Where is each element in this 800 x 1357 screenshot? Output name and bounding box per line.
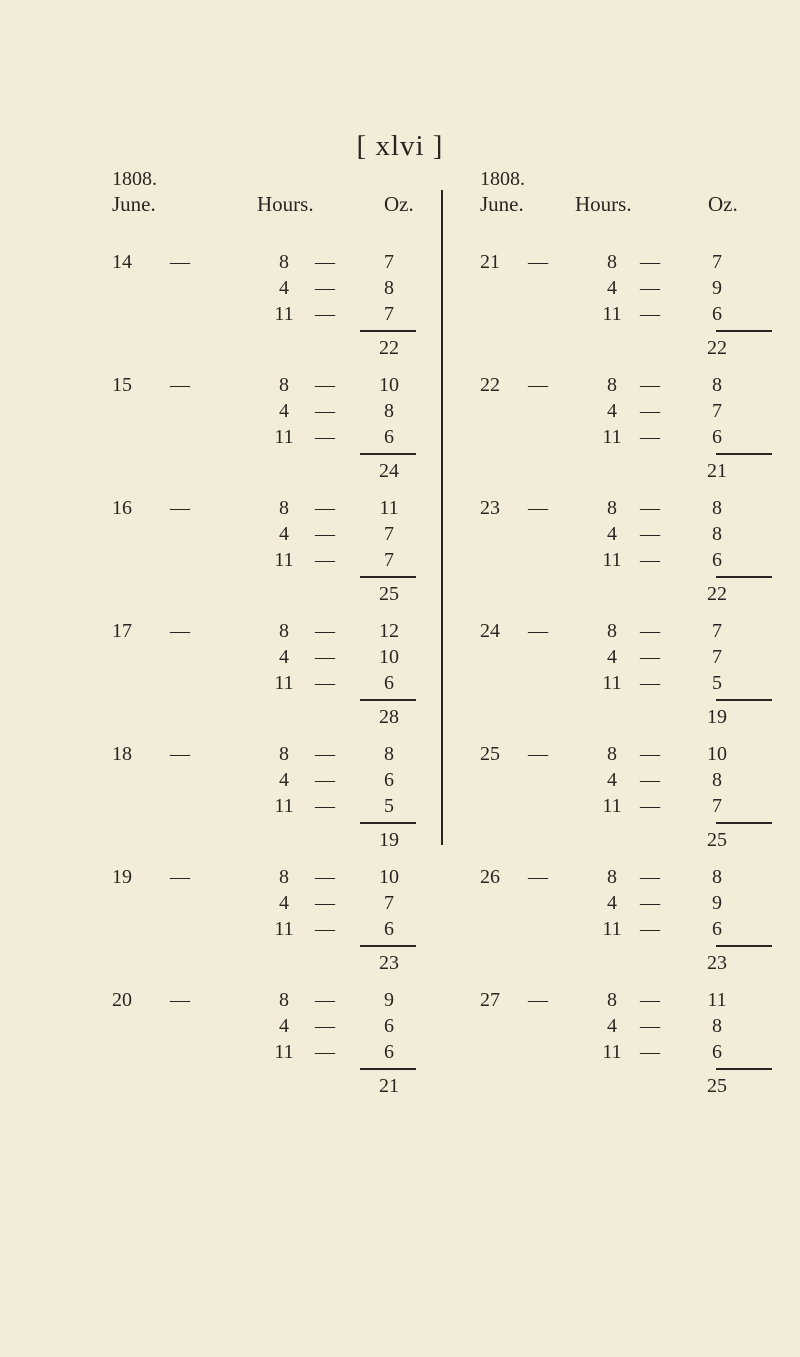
hour-value: 4 [607,1015,617,1037]
day-date: 24 [480,620,500,642]
total-rule [360,699,416,701]
year-label: 1808. [112,168,157,190]
dash: — [315,251,335,273]
oz-value: 5 [384,795,394,817]
dash: — [170,251,190,273]
day-total: 22 [707,337,727,359]
hour-value: 8 [279,251,289,273]
hour-value: 8 [279,989,289,1011]
day-date: 26 [480,866,500,888]
total-rule [716,699,772,701]
oz-value: 9 [712,892,722,914]
day-date: 23 [480,497,500,519]
dash: — [315,523,335,545]
day-date: 16 [112,497,132,519]
dash: — [528,251,548,273]
day-total: 25 [707,1075,727,1097]
day-total: 25 [707,829,727,851]
hour-value: 4 [279,769,289,791]
dash: — [170,866,190,888]
day-date: 27 [480,989,500,1011]
dash: — [315,892,335,914]
hour-value: 4 [279,1015,289,1037]
oz-value: 8 [712,523,722,545]
day-date: 21 [480,251,500,273]
month-header: June. [112,192,156,216]
dash: — [315,400,335,422]
oz-value: 8 [384,743,394,765]
oz-value: 6 [384,918,394,940]
dash: — [170,497,190,519]
hour-value: 4 [607,400,617,422]
hour-value: 11 [274,1041,294,1063]
oz-value: 6 [712,426,722,448]
hour-value: 8 [607,989,617,1011]
day-date: 20 [112,989,132,1011]
oz-value: 6 [384,1041,394,1063]
day-total: 25 [379,583,399,605]
total-rule [716,576,772,578]
dash: — [315,426,335,448]
oz-value: 11 [379,497,399,519]
dash: — [315,646,335,668]
hour-value: 8 [279,866,289,888]
dash: — [640,523,660,545]
dash: — [315,866,335,888]
oz-value: 10 [379,646,399,668]
oz-value: 10 [379,866,399,888]
total-rule [716,945,772,947]
hour-value: 11 [602,795,622,817]
oz-value: 8 [384,400,394,422]
dash: — [315,303,335,325]
oz-value: 6 [712,303,722,325]
dash: — [170,743,190,765]
hour-value: 4 [279,523,289,545]
hour-value: 8 [607,251,617,273]
hours-header: Hours. [257,192,314,216]
oz-value: 7 [384,549,394,571]
dash: — [640,795,660,817]
hour-value: 8 [607,497,617,519]
month-header: June. [480,192,524,216]
oz-value: 7 [384,251,394,273]
dash: — [640,743,660,765]
dash: — [640,400,660,422]
dash: — [528,620,548,642]
hour-value: 11 [602,303,622,325]
dash: — [528,989,548,1011]
total-rule [360,330,416,332]
hour-value: 11 [602,672,622,694]
hour-value: 8 [279,743,289,765]
day-total: 23 [707,952,727,974]
hour-value: 11 [602,549,622,571]
hour-value: 8 [607,374,617,396]
hours-header: Hours. [575,192,632,216]
hour-value: 8 [607,743,617,765]
dash: — [170,620,190,642]
oz-value: 7 [384,523,394,545]
day-total: 19 [707,706,727,728]
dash: — [640,426,660,448]
day-total: 19 [379,829,399,851]
dash: — [640,303,660,325]
dash: — [315,1041,335,1063]
dash: — [528,497,548,519]
day-date: 25 [480,743,500,765]
dash: — [315,989,335,1011]
dash: — [315,277,335,299]
oz-value: 9 [712,277,722,299]
oz-value: 7 [712,251,722,273]
oz-value: 8 [712,497,722,519]
page-title: [ xlvi ] [356,130,444,162]
day-total: 21 [707,460,727,482]
oz-value: 6 [384,426,394,448]
hour-value: 4 [279,400,289,422]
total-rule [360,1068,416,1070]
total-rule [716,1068,772,1070]
day-date: 15 [112,374,132,396]
dash: — [640,989,660,1011]
oz-value: 8 [712,866,722,888]
total-rule [360,945,416,947]
total-rule [716,330,772,332]
total-rule [360,453,416,455]
day-total: 21 [379,1075,399,1097]
dash: — [640,374,660,396]
hour-value: 11 [602,1041,622,1063]
dash: — [640,549,660,571]
dash: — [640,866,660,888]
oz-value: 6 [712,1041,722,1063]
total-rule [716,453,772,455]
oz-value: 11 [707,989,727,1011]
oz-value: 5 [712,672,722,694]
oz-value: 7 [384,303,394,325]
hour-value: 11 [274,426,294,448]
oz-value: 9 [384,989,394,1011]
total-rule [360,576,416,578]
hour-value: 8 [279,620,289,642]
dash: — [170,374,190,396]
dash: — [315,918,335,940]
hour-value: 8 [607,620,617,642]
hour-value: 11 [274,672,294,694]
dash: — [315,374,335,396]
hour-value: 4 [279,277,289,299]
day-total: 22 [379,337,399,359]
dash: — [315,497,335,519]
day-date: 19 [112,866,132,888]
oz-value: 6 [384,1015,394,1037]
hour-value: 11 [602,918,622,940]
dash: — [640,892,660,914]
hour-value: 11 [274,795,294,817]
dash: — [315,1015,335,1037]
oz-value: 7 [712,400,722,422]
hour-value: 8 [279,374,289,396]
hour-value: 11 [602,426,622,448]
day-date: 17 [112,620,132,642]
hour-value: 8 [279,497,289,519]
hour-value: 11 [274,549,294,571]
dash: — [640,251,660,273]
hour-value: 4 [607,277,617,299]
dash: — [315,769,335,791]
hour-value: 8 [607,866,617,888]
oz-value: 7 [384,892,394,914]
oz-value: 8 [712,769,722,791]
oz-value: 6 [384,672,394,694]
oz-value: 7 [712,620,722,642]
dash: — [170,989,190,1011]
oz-value: 6 [712,918,722,940]
day-total: 24 [379,460,399,482]
dash: — [528,866,548,888]
oz-value: 7 [712,795,722,817]
day-date: 22 [480,374,500,396]
hour-value: 11 [274,918,294,940]
oz-value: 10 [379,374,399,396]
hour-value: 4 [607,769,617,791]
oz-value: 8 [712,374,722,396]
hour-value: 4 [607,523,617,545]
dash: — [640,1041,660,1063]
total-rule [360,822,416,824]
oz-value: 8 [384,277,394,299]
dash: — [640,1015,660,1037]
oz-value: 6 [384,769,394,791]
dash: — [528,374,548,396]
dash: — [640,646,660,668]
dash: — [315,743,335,765]
dash: — [315,620,335,642]
dash: — [315,672,335,694]
oz-value: 10 [707,743,727,765]
oz-value: 7 [712,646,722,668]
total-rule [716,822,772,824]
hour-value: 11 [274,303,294,325]
dash: — [640,918,660,940]
oz-value: 8 [712,1015,722,1037]
day-date: 14 [112,251,132,273]
dash: — [640,620,660,642]
dash: — [640,672,660,694]
hour-value: 4 [279,646,289,668]
oz-header: Oz. [384,192,414,216]
day-total: 28 [379,706,399,728]
dash: — [640,769,660,791]
dash: — [315,795,335,817]
hour-value: 4 [279,892,289,914]
dash: — [640,497,660,519]
dash: — [528,743,548,765]
day-date: 18 [112,743,132,765]
day-total: 23 [379,952,399,974]
year-label: 1808. [480,168,525,190]
oz-value: 12 [379,620,399,642]
oz-header: Oz. [708,192,738,216]
column-divider [441,190,443,845]
hour-value: 4 [607,892,617,914]
dash: — [315,549,335,571]
hour-value: 4 [607,646,617,668]
day-total: 22 [707,583,727,605]
dash: — [640,277,660,299]
oz-value: 6 [712,549,722,571]
